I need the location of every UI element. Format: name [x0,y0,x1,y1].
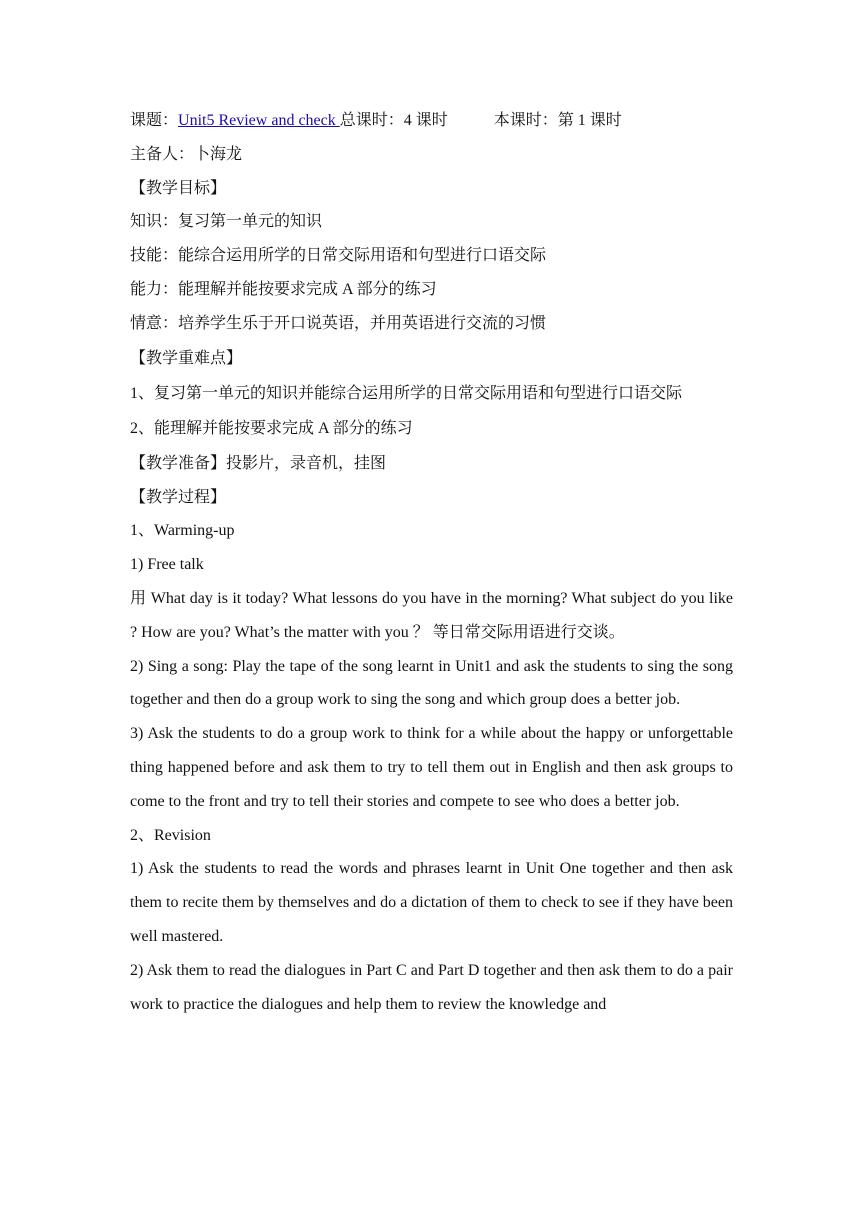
total-hours: 总课时：4 课时 [339,112,448,129]
objectives-heading: 【教学目标】 [130,179,227,197]
revision-item: 2) Ask them to read the dialogues in Part C and Part D together and then ask them to do a pair work to practice the dialogues and help them to review the knowledge and [130,961,733,1013]
warmup-title: 1、Warming-up [130,522,235,540]
header-line [130,104,733,138]
group-work-text: 3) Ask the students to do a group work to think for a while about the happy or unforgettable thing happened before and ask them to try to tell them out in English and then ask groups to come to the front and try to tell their stories and compete to see who does a better job. [130,725,733,810]
objective-attitude: 情意：培养学生乐于开口说英语，并用英语进行交流的习惯 [130,314,547,332]
objective-ability: 能力：能理解并能按要求完成 A 部分的练习 [130,280,437,298]
objective-knowledge: 知识：复习第一单元的知识 [130,213,323,231]
key-point-item: 1、复习第一单元的知识并能综合运用所学的日常交际用语和句型进行口语交际 [130,384,683,402]
revision-title: 2、Revision [130,826,211,844]
sing-song-text: 2) Sing a song: Play the tape of the song learnt in Unit1 and ask the students to sing the song together and then do a group work to sing the song and which group does a better job. [130,657,733,709]
free-talk-title: 1) Free talk [130,556,204,574]
document-page [130,104,733,1021]
topic-label: 课题： [130,112,179,129]
key-points-heading: 【教学重难点】 [130,349,243,367]
this-hour: 本课时：第 1 课时 [493,112,622,129]
preparation: 【教学准备】投影片，录音机，挂图 [130,454,387,472]
preparer: 主备人：卜海龙 [130,145,243,163]
topic-link[interactable]: Unit5 Review and check [178,112,340,129]
key-point-item: 2、能理解并能按要求完成 A 部分的练习 [130,419,413,437]
free-talk-text: 用 What day is it today? What lessons do you have in the morning? What subject do you like ? How are you? What’s the matter with you ？ 等日常交际用语进行交谈。 [130,589,734,641]
revision-item: 1) Ask the students to read the words and phrases learnt in Unit One together and then ask them to recite them by themselves and do a dictation of them to check to see if they have been well mastered. [130,860,733,945]
process-heading: 【教学过程】 [130,488,227,506]
objective-skill: 技能：能综合运用所学的日常交际用语和句型进行口语交际 [130,247,547,265]
